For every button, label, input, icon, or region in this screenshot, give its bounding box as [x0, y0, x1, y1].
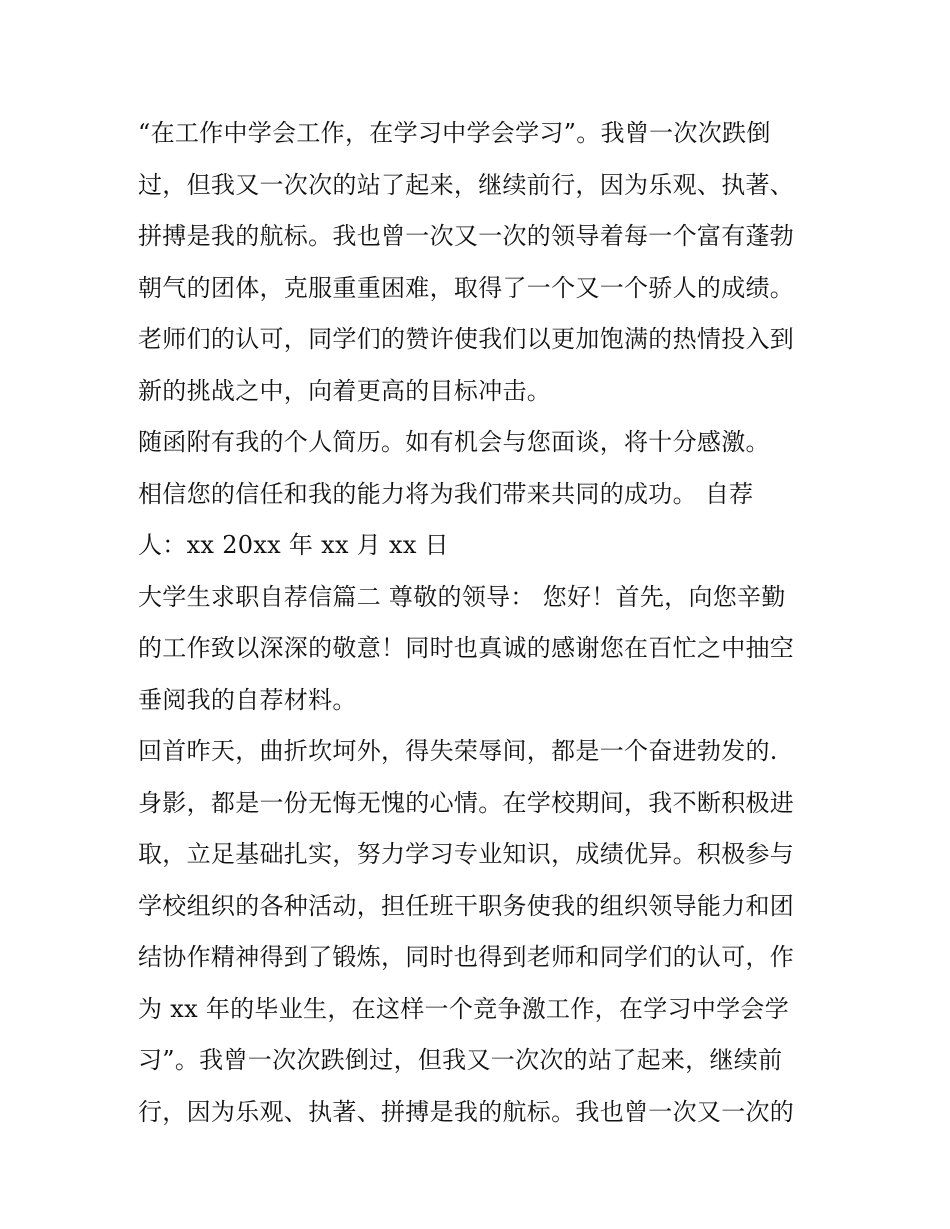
text-line: 结协作精神得到了锻炼，同时也得到老师和同学们的认可，作 — [138, 943, 795, 971]
text-line: 新的挑战之中，向着更高的目标冲击。 — [138, 376, 552, 405]
text-line: 随函附有我的个人简历。如有机会与您面谈，将十分感激。 — [138, 428, 770, 456]
text-line: 老师们的认可，同学们的赞许使我们以更加饱满的热情投入到 — [138, 325, 795, 353]
text-line: 人：xx 20xx 年 xx 月 xx 日 — [138, 531, 449, 559]
text-line: 过，但我又一次次的站了起来，继续前行，因为乐观、执著、 — [138, 170, 795, 199]
text-line: 习”。我曾一次次跌倒过，但我又一次次的站了起来，继续前 — [138, 1046, 783, 1074]
text-line: 取，立足基础扎实，努力学习专业知识，成绩优异。积极参与 — [138, 840, 795, 868]
text-line: 行，因为乐观、执著、拼搏是我的航标。我也曾一次又一次的 — [138, 1097, 795, 1126]
text-line: 朝气的团体，克服重重困难，取得了一个又一个骄人的成绩。 — [138, 273, 795, 302]
body-text — [138, 108, 838, 1138]
text-line: 身影，都是一份无悔无愧的心情。在学校期间，我不断积极进 — [138, 788, 795, 817]
text-line: 相信您的信任和我的能力将为我们带来共同的成功。 自荐 — [138, 479, 754, 508]
text-line: 拼搏是我的航标。我也曾一次又一次的领导着每一个富有蓬勃 — [138, 222, 795, 250]
text-line: 为 xx 年的毕业生，在这样一个竞争激工作，在学习中学会学 — [138, 994, 790, 1023]
text-line: “在工作中学会工作，在学习中学会学习”。我曾一次次跌倒 — [138, 119, 771, 147]
text-line: 回首昨天，曲折坎坷外，得失荣辱间，都是一个奋进勃发的. — [138, 737, 778, 765]
text-line: 学校组织的各种活动，担任班干职务使我的组织领导能力和团 — [138, 891, 795, 920]
section-heading-line: 大学生求职自荐信篇二 尊敬的领导： 您好！首先，向您辛勤 — [138, 582, 786, 611]
text-line: 垂阅我的自荐材料。 — [138, 685, 357, 714]
text-line: 的工作致以深深的敬意！同时也真诚的感谢您在百忙之中抽空 — [138, 634, 795, 662]
